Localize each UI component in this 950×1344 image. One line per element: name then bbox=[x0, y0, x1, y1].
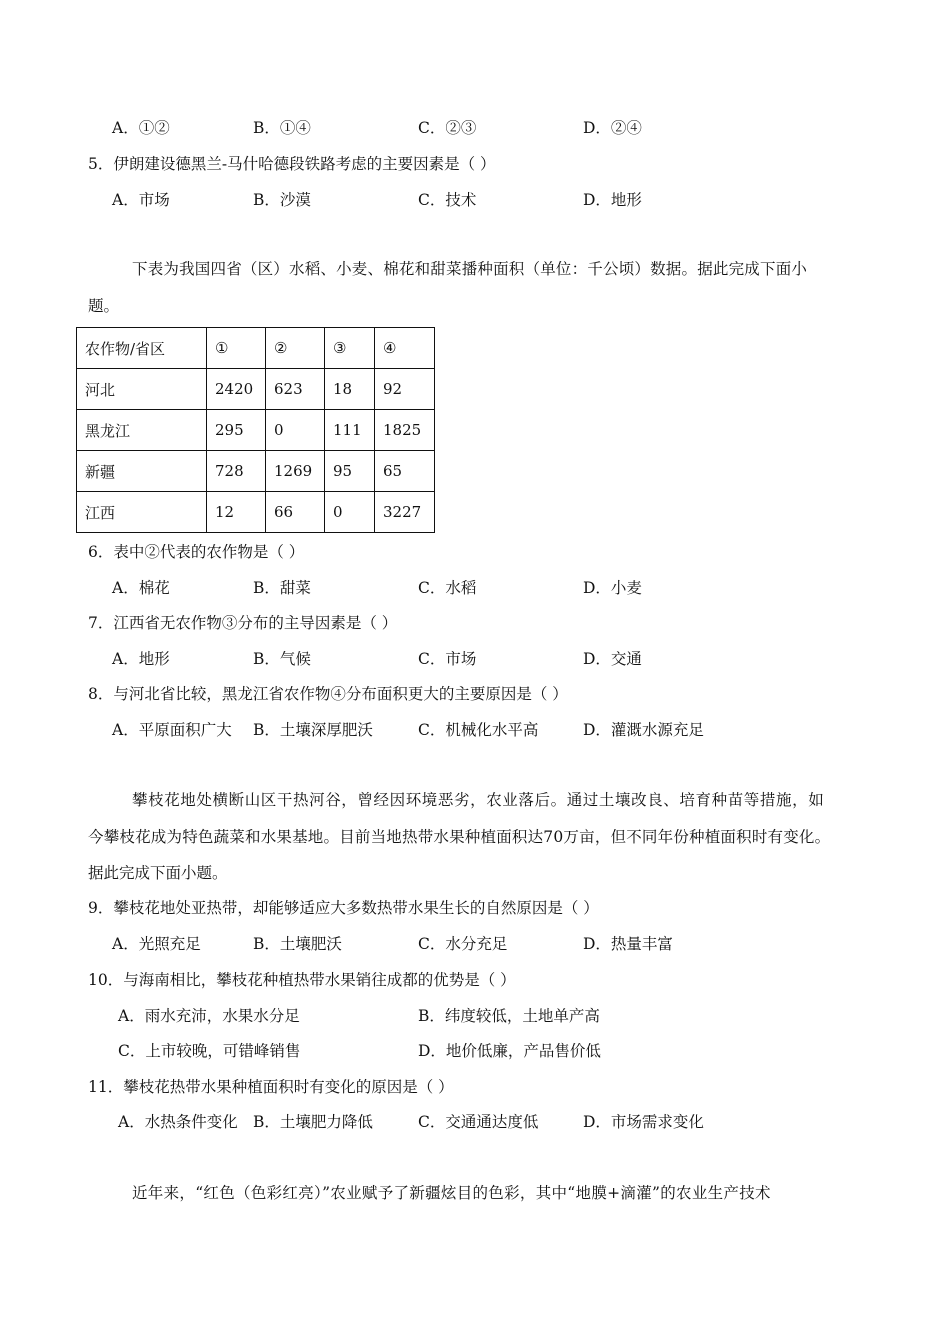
q10-stem: 10．与海南相比，攀枝花种植热带水果销往成都的优势是（ ） bbox=[88, 971, 516, 989]
q4-option-a: A．①② bbox=[112, 119, 170, 137]
table-cell: 0 bbox=[266, 410, 325, 451]
q4-option-d: D．②④ bbox=[583, 119, 642, 137]
table-header-cell: 农作物/省区 bbox=[77, 328, 207, 369]
q6-option-c: C．水稻 bbox=[418, 579, 477, 597]
q9-option-b: B．土壤肥沃 bbox=[253, 935, 342, 953]
q10-option-c: C．上市较晚，可错峰销售 bbox=[118, 1042, 301, 1060]
q8-option-c: C．机械化水平高 bbox=[418, 721, 539, 739]
table-header-cell: ③ bbox=[325, 328, 375, 369]
table-cell: 河北 bbox=[77, 369, 207, 410]
q8-option-b: B．土壤深厚肥沃 bbox=[253, 721, 373, 739]
q8-option-a: A．平原面积广大 bbox=[112, 721, 232, 739]
table-cell: 1269 bbox=[266, 451, 325, 492]
q9-stem: 9．攀枝花地处亚热带，却能够适应大多数热带水果生长的自然原因是（ ） bbox=[88, 899, 599, 917]
table-header-cell: ① bbox=[207, 328, 266, 369]
q7-option-a: A．地形 bbox=[112, 650, 170, 668]
q10-option-a: A．雨水充沛，水果水分足 bbox=[118, 1007, 300, 1025]
table-cell: 2420 bbox=[207, 369, 266, 410]
q5-option-b: B．沙漠 bbox=[253, 191, 311, 209]
q10-option-b: B．纬度较低，土地单产高 bbox=[418, 1007, 600, 1025]
q8-stem: 8．与河北省比较，黑龙江省农作物④分布面积更大的主要原因是（ ） bbox=[88, 685, 568, 703]
q9-option-c: C．水分充足 bbox=[418, 935, 508, 953]
table-header-cell: ④ bbox=[375, 328, 435, 369]
q6-stem: 6．表中②代表的农作物是（ ） bbox=[88, 543, 305, 561]
table-cell: 92 bbox=[375, 369, 435, 410]
table-header-cell: ② bbox=[266, 328, 325, 369]
passage1-line1: 下表为我国四省（区）水稻、小麦、棉花和甜菜播种面积（单位：千公顷）数据。据此完成下面小 bbox=[132, 260, 808, 278]
table-cell: 3227 bbox=[375, 492, 435, 533]
q5-option-d: D．地形 bbox=[583, 191, 642, 209]
passage1-line2: 题。 bbox=[88, 297, 120, 315]
q8-option-d: D．灌溉水源充足 bbox=[583, 721, 704, 739]
table-cell: 111 bbox=[325, 410, 375, 451]
q7-stem: 7．江西省无农作物③分布的主导因素是（ ） bbox=[88, 614, 398, 632]
q11-stem: 11．攀枝花热带水果种植面积时有变化的原因是（ ） bbox=[88, 1078, 454, 1096]
q4-option-b: B．①④ bbox=[253, 119, 311, 137]
passage2-line2: 今攀枝花成为特色蔬菜和水果基地。目前当地热带水果种植面积达70万亩，但不同年份种植面积时有变化。 bbox=[88, 828, 831, 846]
q9-option-d: D．热量丰富 bbox=[583, 935, 673, 953]
q7-option-d: D．交通 bbox=[583, 650, 642, 668]
table-cell: 0 bbox=[325, 492, 375, 533]
q11-option-a: A．水热条件变化 bbox=[118, 1113, 238, 1131]
q11-option-c: C．交通通达度低 bbox=[418, 1113, 539, 1131]
table-cell: 295 bbox=[207, 410, 266, 451]
q6-option-d: D．小麦 bbox=[583, 579, 642, 597]
table-cell: 1825 bbox=[375, 410, 435, 451]
q6-option-b: B．甜菜 bbox=[253, 579, 311, 597]
q7-option-c: C．市场 bbox=[418, 650, 477, 668]
table-cell: 新疆 bbox=[77, 451, 207, 492]
table-cell: 623 bbox=[266, 369, 325, 410]
table-cell: 江西 bbox=[77, 492, 207, 533]
q4-option-c: C．②③ bbox=[418, 119, 477, 137]
q10-option-d: D．地价低廉，产品售价低 bbox=[418, 1042, 601, 1060]
q5-option-c: C．技术 bbox=[418, 191, 477, 209]
table-row bbox=[77, 410, 435, 451]
table-row bbox=[77, 492, 435, 533]
table-row bbox=[77, 369, 435, 410]
table-cell: 12 bbox=[207, 492, 266, 533]
table-row bbox=[77, 451, 435, 492]
table-cell: 95 bbox=[325, 451, 375, 492]
table-cell: 18 bbox=[325, 369, 375, 410]
passage3-line1: 近年来，“红色（色彩红亮）”农业赋予了新疆炫目的色彩，其中“地膜+滴灌”的农业生产技术 bbox=[132, 1184, 771, 1202]
table-cell: 65 bbox=[375, 451, 435, 492]
table-header-row bbox=[77, 328, 435, 369]
crop-area-table bbox=[76, 327, 435, 533]
q5-option-a: A．市场 bbox=[112, 191, 170, 209]
table-cell: 黑龙江 bbox=[77, 410, 207, 451]
q11-option-b: B．土壤肥力降低 bbox=[253, 1113, 373, 1131]
q9-option-a: A．光照充足 bbox=[112, 935, 201, 953]
table-cell: 66 bbox=[266, 492, 325, 533]
passage2-line3: 据此完成下面小题。 bbox=[88, 864, 228, 882]
q6-option-a: A．棉花 bbox=[112, 579, 170, 597]
passage2-line1: 攀枝花地处横断山区干热河谷，曾经因环境恶劣，农业落后。通过土壤改良、培育种苗等措施，如 bbox=[132, 791, 825, 809]
table-cell: 728 bbox=[207, 451, 266, 492]
q7-option-b: B．气候 bbox=[253, 650, 311, 668]
q11-option-d: D．市场需求变化 bbox=[583, 1113, 704, 1131]
q5-stem: 5．伊朗建设德黑兰-马什哈德段铁路考虑的主要因素是（ ） bbox=[88, 155, 496, 173]
